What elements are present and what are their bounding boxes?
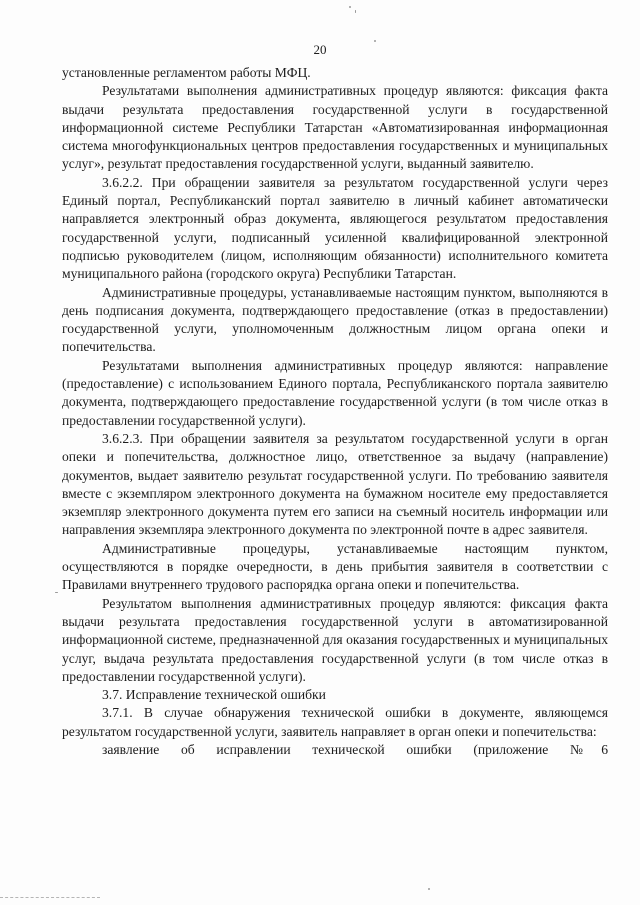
paragraph-application-correction: заявление об исправлении технической ошибки (приложение №6 [102,741,608,757]
paragraph-3-7-1: 3.7.1. В случае обнаружения технической ошибки в документе, являющемся результатом государственной услуги, заявитель направляет в орган опеки и попечительства: [62,705,608,739]
scan-speck [349,6,351,8]
scan-edge-mark [0,897,100,899]
scan-speck [355,10,356,13]
paragraph-mfc-regulations: установленные регламентом работы МФЦ. [62,65,311,80]
paragraph-3-6-2-3: 3.6.2.3. При обращении заявителя за результатом государственной услуги в орган опеки и попечительства, должностное лицо, ответственное за выдачу (направление) документов, выдает заявителю результат государственной услуги. По требованию заявителя вместе с экземпляром электронного документа на бумажном носителе ему предоставляется экземпляр электронного документа путем его записи на съемный носитель информации или направления экземпляра электронного документа по электронной почте в адрес заявителя. [62,430,608,538]
paragraph-admin-procedures-portal: Административные процедуры, устанавливаемые настоящим пунктом, выполняются в день подписания документа, подтверждающего предоставление (отказ в предоставлении) государственной услуги, уполномоченным должностным лицом органа опеки и попечительства. [62,284,608,355]
paragraph-results-mfc: Результатами выполнения административных процедур являются: фиксация факта выдачи результата предоставления государственной услуги в государственной информационной системе Республики Татарстан «Автоматизированная информационная система многофункциональных центров предоставления государственных и муниципальных услуг», результат предоставления государственной услуги, выданный заявителю. [62,83,608,172]
paragraph-3-6-2-2: 3.6.2.2. При обращении заявителя за результатом государственной услуги через Единый портал, Республиканский портал заявителю в личный кабинет автоматически направляется электронный образ документа, являющегося результатом предоставления государственной услуги, подписанный усиленной квалифицированной электронной подписью руководителем (лицом, исполняющим обязанности) исполнительного комитета муниципального района (городского округа) Республики Татарстан. [62,174,608,282]
document-body [62,64,608,759]
page-number: 20 [313,42,327,57]
scan-speck [55,592,58,593]
section-heading-3-7: 3.7. Исправление технической ошибки [102,687,326,703]
paragraph-results-office: Результатом выполнения административных процедур являются: фиксация факта выдачи результата предоставления государственной услуги в автоматизированной информационной системе, предназначенной для оказания государственных и муниципальных услуг, выдача результата предоставления государственной услуги (в том числе отказ в предоставлении государственной услуги). [62,595,608,684]
scan-speck [374,40,376,42]
paragraph-admin-procedures-office: Административные процедуры, устанавливаемые настоящим пунктом, осуществляются в порядке очередности, в день прибытия заявителя в соответствии с Правилами внутреннего трудового распорядка органа опеки и попечительства. [62,540,608,593]
paragraph-results-portal: Результатами выполнения административных процедур являются: направление (предоставление) с использованием Единого портала, Республиканского портала заявителю документа, подтверждающего предоставление государственной услуги (в том числе отказ в предоставлении государственной услуги). [62,357,608,428]
scan-speck [428,888,430,890]
